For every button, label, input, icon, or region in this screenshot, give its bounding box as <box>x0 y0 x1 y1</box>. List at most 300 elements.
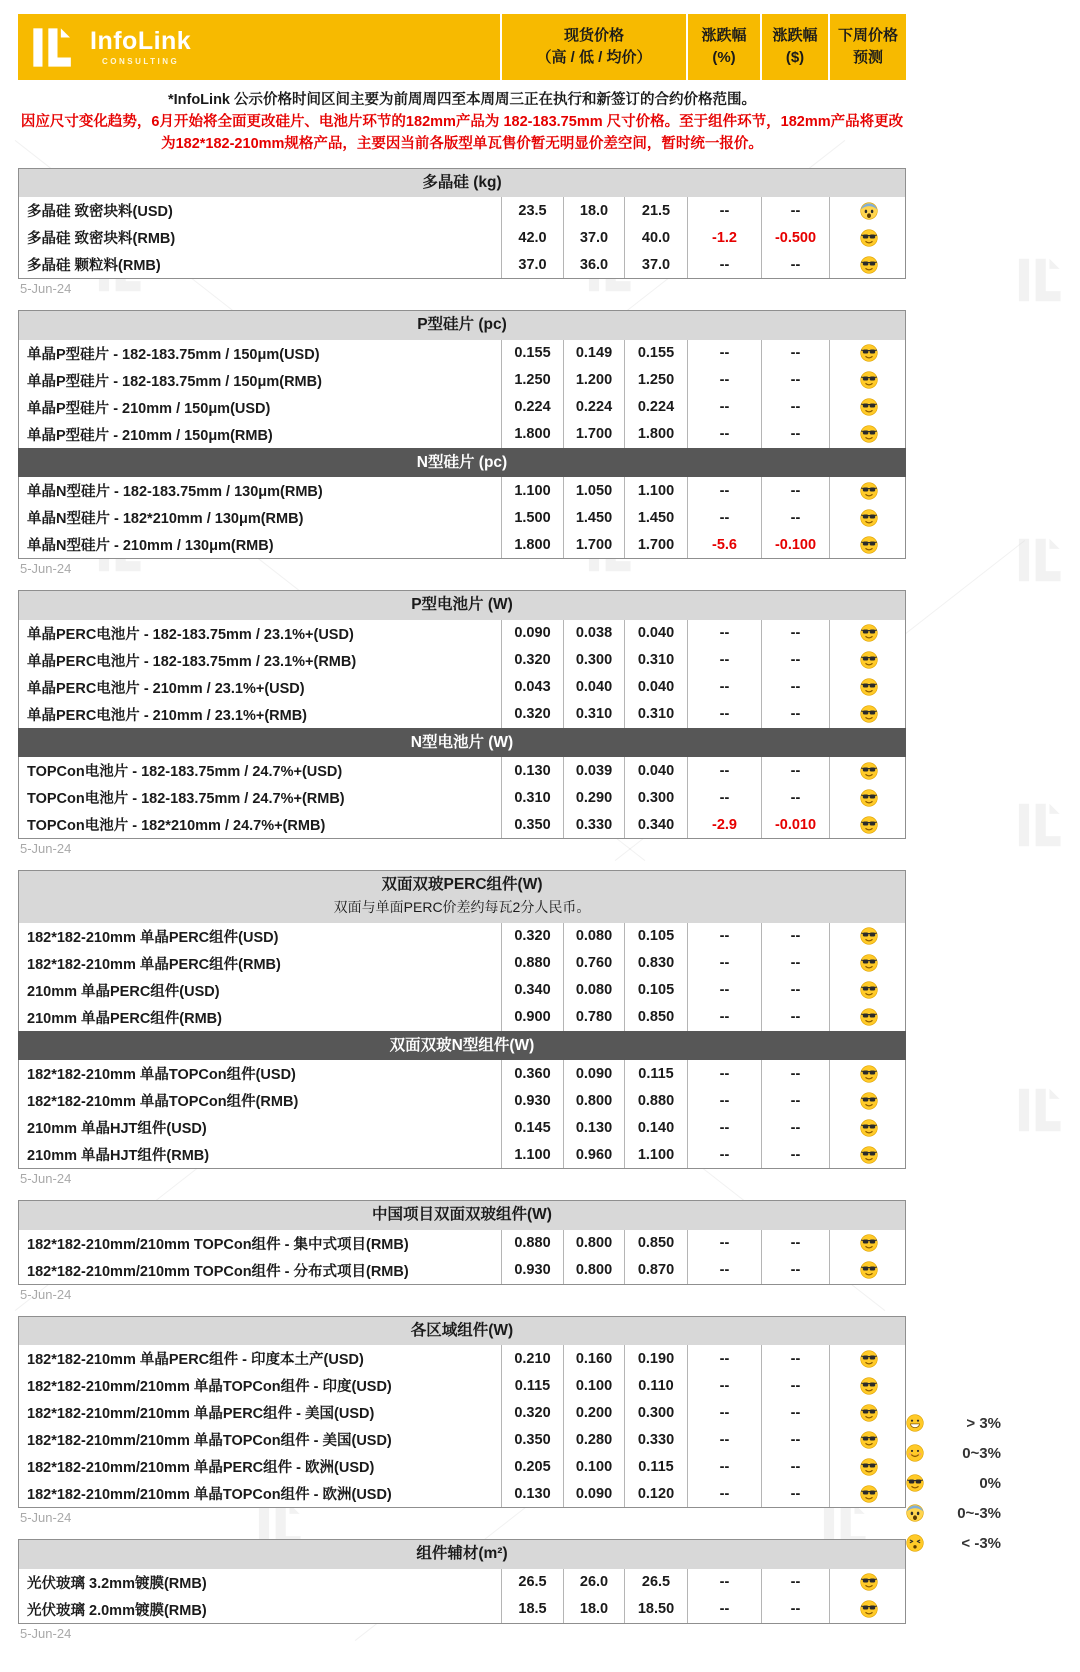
change-usd: -- <box>761 1372 829 1399</box>
price-section <box>18 1539 906 1623</box>
product-name: 单晶PERC电池片 - 210mm / 23.1%+(USD) <box>27 680 305 697</box>
forecast-sunglasses-emoji-icon <box>829 701 907 728</box>
change-pct: -- <box>687 504 761 531</box>
product-name: 多晶硅 致密块料(RMB) <box>27 231 176 248</box>
table-row <box>18 674 906 702</box>
change-usd: -- <box>761 367 829 394</box>
table-row <box>18 1087 906 1115</box>
legend-smile-emoji-icon <box>905 1443 925 1463</box>
price-high: 1.250 <box>501 367 563 394</box>
legend-sunglasses-emoji-icon <box>905 1473 925 1493</box>
table-header-banner <box>18 14 906 80</box>
change-pct: -- <box>687 1004 761 1031</box>
forecast-sunglasses-emoji-icon <box>829 477 907 504</box>
change-usd: -- <box>761 340 829 367</box>
price-high: 0.310 <box>501 784 563 811</box>
price-high: 0.900 <box>501 1004 563 1031</box>
legend-grin-emoji-icon <box>905 1413 925 1433</box>
price-high: 0.145 <box>501 1114 563 1141</box>
change-pct: -- <box>687 477 761 504</box>
change-pct: -- <box>687 1257 761 1284</box>
price-low: 0.780 <box>563 1004 624 1031</box>
infolink-watermark-icon <box>1015 535 1071 590</box>
legend-item <box>905 1468 1001 1498</box>
price-low: 26.0 <box>563 1569 624 1596</box>
table-row <box>18 504 906 532</box>
price-low: 0.310 <box>563 701 624 728</box>
change-usd: -- <box>761 1480 829 1507</box>
change-usd: -- <box>761 1345 829 1372</box>
change-pct: -- <box>687 1480 761 1507</box>
price-avg: 0.190 <box>624 1345 687 1372</box>
table-row <box>18 531 906 559</box>
price-high: 0.350 <box>501 1426 563 1453</box>
table-row <box>18 1141 906 1169</box>
table-row <box>18 367 906 395</box>
product-name: TOPCon电池片 - 182-183.75mm / 24.7%+(RMB) <box>27 791 345 808</box>
table-row <box>18 1345 906 1373</box>
table-row <box>18 197 906 225</box>
product-name: 单晶P型硅片 - 182-183.75mm / 150μm(RMB) <box>27 373 322 390</box>
forecast-sunglasses-emoji-icon <box>829 1596 907 1623</box>
product-name: 多晶硅 颗粒料(RMB) <box>27 258 161 275</box>
table-row <box>18 1004 906 1032</box>
price-avg: 0.300 <box>624 784 687 811</box>
forecast-sunglasses-emoji-icon <box>829 1345 907 1372</box>
forecast-sunglasses-emoji-icon <box>829 1453 907 1480</box>
change-usd: -- <box>761 1230 829 1257</box>
table-row <box>18 1569 906 1597</box>
price-avg: 1.450 <box>624 504 687 531</box>
price-avg: 0.110 <box>624 1372 687 1399</box>
price-high: 1.100 <box>501 1141 563 1168</box>
price-high: 0.155 <box>501 340 563 367</box>
section-title: 中国项目双面双玻组件(W) <box>372 1206 552 1224</box>
product-name: 182*182-210mm/210mm 单晶PERC组件 - 欧洲(USD) <box>27 1460 375 1477</box>
price-avg: 0.105 <box>624 977 687 1004</box>
price-high: 0.115 <box>501 1372 563 1399</box>
product-name: 单晶N型硅片 - 182*210mm / 130μm(RMB) <box>27 511 304 528</box>
section-date: 5-Jun-24 <box>20 1625 72 1641</box>
product-name: 182*182-210mm 单晶TOPCon组件(USD) <box>27 1067 296 1084</box>
section-header <box>18 1316 906 1346</box>
change-pct: -- <box>687 1569 761 1596</box>
price-low: 0.300 <box>563 647 624 674</box>
price-section <box>18 168 906 279</box>
change-pct: -- <box>687 1345 761 1372</box>
section-title: 组件辅材(m²) <box>416 1545 508 1563</box>
change-usd: -- <box>761 620 829 647</box>
forecast-sunglasses-emoji-icon <box>829 1060 907 1087</box>
product-name: 182*182-210mm/210mm 单晶TOPCon组件 - 美国(USD) <box>27 1433 392 1450</box>
brand-name: InfoLink <box>90 26 192 55</box>
product-name: 单晶P型硅片 - 182-183.75mm / 150μm(USD) <box>27 346 320 363</box>
forecast-sunglasses-emoji-icon <box>829 674 907 701</box>
forecast-sunglasses-emoji-icon <box>829 757 907 784</box>
price-low: 0.224 <box>563 394 624 421</box>
price-high: 0.320 <box>501 701 563 728</box>
legend-item <box>905 1528 1001 1558</box>
infolink-watermark-icon <box>1015 1085 1071 1140</box>
forecast-sunglasses-emoji-icon <box>829 1480 907 1507</box>
price-section <box>18 728 906 839</box>
price-avg: 0.040 <box>624 674 687 701</box>
section-date: 5-Jun-24 <box>20 1171 72 1187</box>
change-pct: -- <box>687 421 761 448</box>
table-row <box>18 340 906 368</box>
price-high: 0.043 <box>501 674 563 701</box>
product-name: 单晶P型硅片 - 210mm / 150μm(USD) <box>27 400 271 417</box>
price-high: 0.320 <box>501 1399 563 1426</box>
change-usd: -0.500 <box>761 224 829 251</box>
price-section <box>18 448 906 559</box>
table-row <box>18 1060 906 1088</box>
forecast-sunglasses-emoji-icon <box>829 1372 907 1399</box>
price-avg: 0.140 <box>624 1114 687 1141</box>
table-row <box>18 701 906 729</box>
price-high: 0.360 <box>501 1060 563 1087</box>
change-usd: -- <box>761 757 829 784</box>
forecast-sunglasses-emoji-icon <box>829 1141 907 1168</box>
price-low: 0.160 <box>563 1345 624 1372</box>
price-sections <box>18 168 906 1643</box>
change-pct: -- <box>687 620 761 647</box>
change-pct: -- <box>687 251 761 278</box>
price-low: 0.290 <box>563 784 624 811</box>
section-header <box>18 448 906 478</box>
price-avg: 18.50 <box>624 1596 687 1623</box>
section-title: P型电池片 (W) <box>411 596 513 614</box>
forecast-sunglasses-emoji-icon <box>829 923 907 950</box>
price-high: 0.350 <box>501 811 563 838</box>
product-name: TOPCon电池片 - 182-183.75mm / 24.7%+(USD) <box>27 764 343 781</box>
legend-label: 0~-3% <box>957 1504 1001 1522</box>
table-row <box>18 1596 906 1624</box>
price-avg: 1.800 <box>624 421 687 448</box>
change-pct: -- <box>687 950 761 977</box>
product-name: 单晶P型硅片 - 210mm / 150μm(RMB) <box>27 427 273 444</box>
price-low: 0.100 <box>563 1372 624 1399</box>
price-avg: 0.155 <box>624 340 687 367</box>
price-high: 0.930 <box>501 1087 563 1114</box>
legend-label: < -3% <box>961 1534 1001 1552</box>
column-header-forecast: 下周价格 预测 <box>828 14 906 80</box>
price-high: 1.500 <box>501 504 563 531</box>
section-header <box>18 1539 906 1569</box>
price-avg: 21.5 <box>624 197 687 224</box>
price-low: 0.100 <box>563 1453 624 1480</box>
section-title: N型硅片 (pc) <box>416 453 508 471</box>
change-pct: -- <box>687 701 761 728</box>
column-header-spot-price: 现货价格 （高 / 低 / 均价） <box>500 14 686 80</box>
change-pct: -- <box>687 784 761 811</box>
price-section <box>18 870 906 1031</box>
price-high: 0.930 <box>501 1257 563 1284</box>
price-avg: 0.115 <box>624 1453 687 1480</box>
price-avg: 1.100 <box>624 477 687 504</box>
change-pct: -- <box>687 340 761 367</box>
change-usd: -- <box>761 784 829 811</box>
change-usd: -- <box>761 504 829 531</box>
column-header-change-usd: 涨跌幅 ($) <box>760 14 828 80</box>
price-avg: 0.115 <box>624 1060 687 1087</box>
infolink-watermark-icon <box>1015 255 1071 310</box>
column-header-change-pct: 涨跌幅 (%) <box>686 14 760 80</box>
product-name: 光伏玻璃 3.2mm镀膜(RMB) <box>27 1575 207 1592</box>
change-usd: -- <box>761 1060 829 1087</box>
price-avg: 0.830 <box>624 950 687 977</box>
change-usd: -- <box>761 1087 829 1114</box>
product-name: 210mm 单晶HJT组件(RMB) <box>27 1148 210 1165</box>
product-name: 182*182-210mm 单晶PERC组件(USD) <box>27 929 279 946</box>
price-avg: 0.850 <box>624 1230 687 1257</box>
price-avg: 0.880 <box>624 1087 687 1114</box>
section-subtitle: 双面与单面PERC价差约每瓦2分人民币。 <box>333 898 591 915</box>
price-low: 37.0 <box>563 224 624 251</box>
change-usd: -0.100 <box>761 531 829 558</box>
change-pct: -- <box>687 1141 761 1168</box>
section-title: 双面双玻N型组件(W) <box>389 1036 535 1054</box>
section-header <box>18 590 906 620</box>
price-avg: 1.250 <box>624 367 687 394</box>
section-title: 各区域组件(W) <box>410 1321 514 1339</box>
price-low: 0.130 <box>563 1114 624 1141</box>
price-avg: 0.300 <box>624 1399 687 1426</box>
table-row <box>18 1426 906 1454</box>
price-low: 0.800 <box>563 1257 624 1284</box>
price-high: 0.090 <box>501 620 563 647</box>
forecast-sunglasses-emoji-icon <box>829 1230 907 1257</box>
product-name: 单晶PERC电池片 - 182-183.75mm / 23.1%+(RMB) <box>27 653 357 670</box>
change-usd: -- <box>761 1399 829 1426</box>
price-low: 0.800 <box>563 1230 624 1257</box>
change-pct: -- <box>687 1372 761 1399</box>
table-row <box>18 1257 906 1285</box>
forecast-sunglasses-emoji-icon <box>829 620 907 647</box>
change-pct: -5.6 <box>687 531 761 558</box>
price-low: 0.080 <box>563 977 624 1004</box>
table-row <box>18 977 906 1005</box>
forecast-sunglasses-emoji-icon <box>829 340 907 367</box>
change-usd: -- <box>761 977 829 1004</box>
price-low: 0.090 <box>563 1060 624 1087</box>
price-avg: 0.040 <box>624 620 687 647</box>
price-low: 0.800 <box>563 1087 624 1114</box>
change-pct: -- <box>687 1596 761 1623</box>
table-row <box>18 757 906 785</box>
price-high: 1.800 <box>501 531 563 558</box>
forecast-sunglasses-emoji-icon <box>829 1399 907 1426</box>
legend-label: 0~3% <box>962 1444 1001 1462</box>
product-name: 182*182-210mm/210mm TOPCon组件 - 分布式项目(RMB) <box>27 1263 409 1280</box>
change-pct: -- <box>687 674 761 701</box>
forecast-sunglasses-emoji-icon <box>829 1569 907 1596</box>
price-avg: 0.120 <box>624 1480 687 1507</box>
product-name: 182*182-210mm/210mm 单晶TOPCon组件 - 欧洲(USD) <box>27 1487 392 1504</box>
change-usd: -- <box>761 1569 829 1596</box>
price-high: 1.100 <box>501 477 563 504</box>
product-name: 182*182-210mm 单晶TOPCon组件(RMB) <box>27 1094 299 1111</box>
product-name: 182*182-210mm 单晶PERC组件 - 印度本土产(USD) <box>27 1352 364 1369</box>
table-row <box>18 394 906 422</box>
price-low: 0.040 <box>563 674 624 701</box>
price-avg: 0.224 <box>624 394 687 421</box>
forecast-sunglasses-emoji-icon <box>829 421 907 448</box>
change-pct: -- <box>687 394 761 421</box>
change-pct: -- <box>687 977 761 1004</box>
change-usd: -- <box>761 1453 829 1480</box>
price-low: 0.280 <box>563 1426 624 1453</box>
price-low: 0.039 <box>563 757 624 784</box>
price-low: 1.200 <box>563 367 624 394</box>
table-row <box>18 923 906 951</box>
price-low: 0.149 <box>563 340 624 367</box>
table-row <box>18 1372 906 1400</box>
change-usd: -- <box>761 701 829 728</box>
table-row <box>18 1453 906 1481</box>
pricing-period-note: *InfoLink 公示价格时间区间主要为前周周四至本周周三正在执行和新签订的合约价格范围。 <box>167 92 757 108</box>
product-name: 单晶PERC电池片 - 182-183.75mm / 23.1%+(USD) <box>27 626 354 643</box>
change-usd: -0.010 <box>761 811 829 838</box>
price-high: 0.880 <box>501 1230 563 1257</box>
infolink-logo-icon <box>30 25 80 70</box>
forecast-sunglasses-emoji-icon <box>829 504 907 531</box>
change-pct: -- <box>687 1087 761 1114</box>
table-row <box>18 251 906 279</box>
change-usd: -- <box>761 1257 829 1284</box>
section-header <box>18 168 906 198</box>
forecast-scream-emoji-icon <box>829 197 907 224</box>
price-section <box>18 1031 906 1169</box>
change-pct: -- <box>687 1230 761 1257</box>
table-row <box>18 950 906 978</box>
forecast-sunglasses-emoji-icon <box>829 367 907 394</box>
product-name: 182*182-210mm 单晶PERC组件(RMB) <box>27 956 281 973</box>
price-avg: 0.870 <box>624 1257 687 1284</box>
forecast-sunglasses-emoji-icon <box>829 977 907 1004</box>
change-usd: -- <box>761 394 829 421</box>
price-section <box>18 1200 906 1284</box>
price-avg: 1.700 <box>624 531 687 558</box>
price-low: 0.760 <box>563 950 624 977</box>
product-name: 单晶PERC电池片 - 210mm / 23.1%+(RMB) <box>27 707 307 724</box>
price-low: 0.200 <box>563 1399 624 1426</box>
price-high: 0.320 <box>501 923 563 950</box>
price-low: 0.090 <box>563 1480 624 1507</box>
price-high: 23.5 <box>501 197 563 224</box>
forecast-sunglasses-emoji-icon <box>829 784 907 811</box>
change-pct: -- <box>687 1453 761 1480</box>
change-usd: -- <box>761 1004 829 1031</box>
forecast-sunglasses-emoji-icon <box>829 251 907 278</box>
forecast-sunglasses-emoji-icon <box>829 1257 907 1284</box>
price-low: 1.050 <box>563 477 624 504</box>
legend-item <box>905 1408 1001 1438</box>
change-usd: -- <box>761 950 829 977</box>
price-high: 0.205 <box>501 1453 563 1480</box>
section-title: P型硅片 (pc) <box>417 316 507 334</box>
change-pct: -- <box>687 197 761 224</box>
change-pct: -- <box>687 1060 761 1087</box>
product-name: 210mm 单晶HJT组件(USD) <box>27 1121 207 1138</box>
price-low: 1.700 <box>563 421 624 448</box>
forecast-sunglasses-emoji-icon <box>829 224 907 251</box>
price-low: 0.960 <box>563 1141 624 1168</box>
price-avg: 40.0 <box>624 224 687 251</box>
price-avg: 0.040 <box>624 757 687 784</box>
legend-label: 0% <box>979 1474 1001 1492</box>
table-row <box>18 421 906 449</box>
legend-item <box>905 1438 1001 1468</box>
legend-label: > 3% <box>966 1414 1001 1432</box>
change-usd: -- <box>761 1426 829 1453</box>
product-name: 多晶硅 致密块料(USD) <box>27 204 173 221</box>
forecast-sunglasses-emoji-icon <box>829 394 907 421</box>
table-row <box>18 647 906 675</box>
change-pct: -1.2 <box>687 224 761 251</box>
table-row <box>18 1480 906 1508</box>
product-name: 光伏玻璃 2.0mm镀膜(RMB) <box>27 1602 207 1619</box>
size-change-note-line2: 为182*182-210mm规格产品，主要因当前各版型单瓦售价暂无明显价差空间，暂时统一报价。 <box>161 136 763 153</box>
section-title: 双面双玻PERC组件(W) <box>381 876 543 894</box>
price-avg: 0.105 <box>624 923 687 950</box>
section-title: N型电池片 (W) <box>410 733 514 751</box>
forecast-sunglasses-emoji-icon <box>829 811 907 838</box>
change-pct: -- <box>687 367 761 394</box>
product-name: 182*182-210mm/210mm 单晶PERC组件 - 美国(USD) <box>27 1406 375 1423</box>
table-row <box>18 224 906 252</box>
change-pct: -- <box>687 1426 761 1453</box>
change-usd: -- <box>761 1141 829 1168</box>
forecast-legend <box>905 1408 1001 1558</box>
price-avg: 0.340 <box>624 811 687 838</box>
section-header <box>18 310 906 340</box>
change-pct: -2.9 <box>687 811 761 838</box>
change-usd: -- <box>761 251 829 278</box>
price-high: 1.800 <box>501 421 563 448</box>
forecast-sunglasses-emoji-icon <box>829 1004 907 1031</box>
table-row <box>18 1114 906 1142</box>
product-name: 210mm 单晶PERC组件(RMB) <box>27 1010 222 1027</box>
section-title: 多晶硅 (kg) <box>422 173 502 191</box>
change-pct: -- <box>687 1114 761 1141</box>
price-high: 0.340 <box>501 977 563 1004</box>
forecast-sunglasses-emoji-icon <box>829 950 907 977</box>
price-avg: 37.0 <box>624 251 687 278</box>
change-pct: -- <box>687 923 761 950</box>
price-low: 0.330 <box>563 811 624 838</box>
section-date: 5-Jun-24 <box>20 1286 72 1302</box>
change-usd: -- <box>761 421 829 448</box>
price-low: 18.0 <box>563 1596 624 1623</box>
forecast-sunglasses-emoji-icon <box>829 1087 907 1114</box>
forecast-sunglasses-emoji-icon <box>829 531 907 558</box>
size-change-note-line1: 因应尺寸变化趋势，6月开始将全面更改硅片、电池片环节的182mm产品为 182-183.75mm 尺寸价格。至于组件环节，182mm产品将更改 <box>20 114 904 130</box>
product-name: 210mm 单晶PERC组件(USD) <box>27 983 220 1000</box>
change-pct: -- <box>687 1399 761 1426</box>
price-high: 0.880 <box>501 950 563 977</box>
price-section <box>18 1316 906 1508</box>
section-date: 5-Jun-24 <box>20 561 72 577</box>
product-name: 182*182-210mm/210mm 单晶TOPCon组件 - 印度(USD) <box>27 1379 392 1396</box>
change-usd: -- <box>761 197 829 224</box>
product-name: 182*182-210mm/210mm TOPCon组件 - 集中式项目(RMB) <box>27 1236 409 1253</box>
change-usd: -- <box>761 1114 829 1141</box>
section-header <box>18 870 906 923</box>
brand-subtitle: CONSULTING <box>101 56 180 66</box>
section-header <box>18 1200 906 1230</box>
change-usd: -- <box>761 1596 829 1623</box>
